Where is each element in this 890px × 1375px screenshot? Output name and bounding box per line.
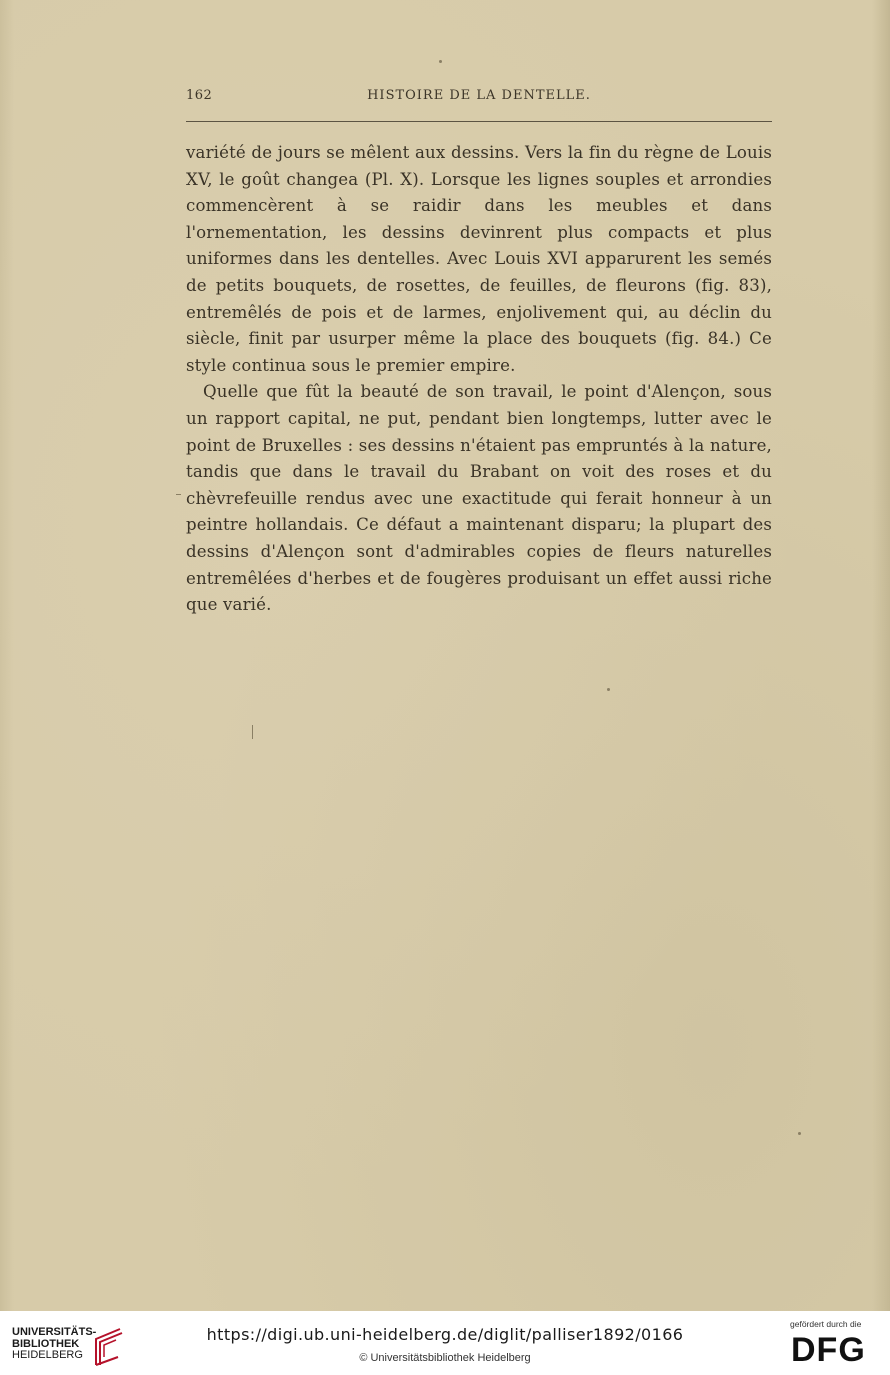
paper-speck — [439, 60, 442, 63]
university-library-logo[interactable] — [12, 1327, 127, 1367]
paper-speck — [176, 494, 181, 495]
funder-caption: gefördert durch die — [790, 1319, 862, 1329]
paper-speck — [607, 688, 610, 691]
library-emblem-icon — [90, 1327, 126, 1367]
paper-speck — [798, 1132, 801, 1135]
institution-name: UNIVERSITÄTS- BIBLIOTHEK HEIDELBERG — [12, 1326, 97, 1361]
running-head — [186, 88, 772, 108]
running-title: HISTOIRE DE LA DENTELLE. — [367, 88, 591, 103]
dfg-logo: DFG — [791, 1331, 866, 1369]
paragraph-2: Quelle que fût la beauté de son travail, le point d'Alençon, sous un rapport capital, ne put, pendant bien longtemps, lutter avec le point de Bruxelles : ses dessins n'étaient pas empruntés à la nature, tandis que dans le travail du Brabant on voit des roses et du chèvrefeuille rendus avec une exactitude qui ferait honneur à un peintre hollandais. Ce défaut a maintenant disparu; la plupart des dessins d'Alençon sont d'admirables copies de fleurs naturelles entremêlées d'herbes et de fougères produisant un effet aussi riche que varié. — [186, 382, 772, 615]
page-number: 162 — [186, 88, 213, 103]
body-text — [186, 140, 772, 619]
paragraph-1: variété de jours se mêlent aux dessins. Vers la fin du règne de Louis XV, le goût changea (Pl. X). Lorsque les lignes souples et arrondies commencèrent à se raidir dans les meubles et dans l'ornementation, les dessins devinrent plus compacts et plus uniformes dans les dentelles. Avec Louis XVI apparurent les semés de petits bouquets, de rosettes, de feuilles, de fleurons (fig. 83), entremêlés de pois et de larmes, enjolivement qui, au déclin du siècle, finit par usurper même la place des bouquets (fig. 84.) Ce style continua sous le premier empire. — [186, 143, 772, 375]
footer-bar — [0, 1311, 890, 1375]
copyright-notice: © Universitätsbibliothek Heidelberg — [359, 1352, 531, 1364]
funder-block[interactable] — [788, 1319, 880, 1371]
header-rule — [186, 121, 772, 122]
document-url-link[interactable]: https://digi.ub.uni-heidelberg.de/diglit/palliser1892/0166 — [206, 1325, 684, 1344]
paper-speck — [252, 725, 253, 739]
